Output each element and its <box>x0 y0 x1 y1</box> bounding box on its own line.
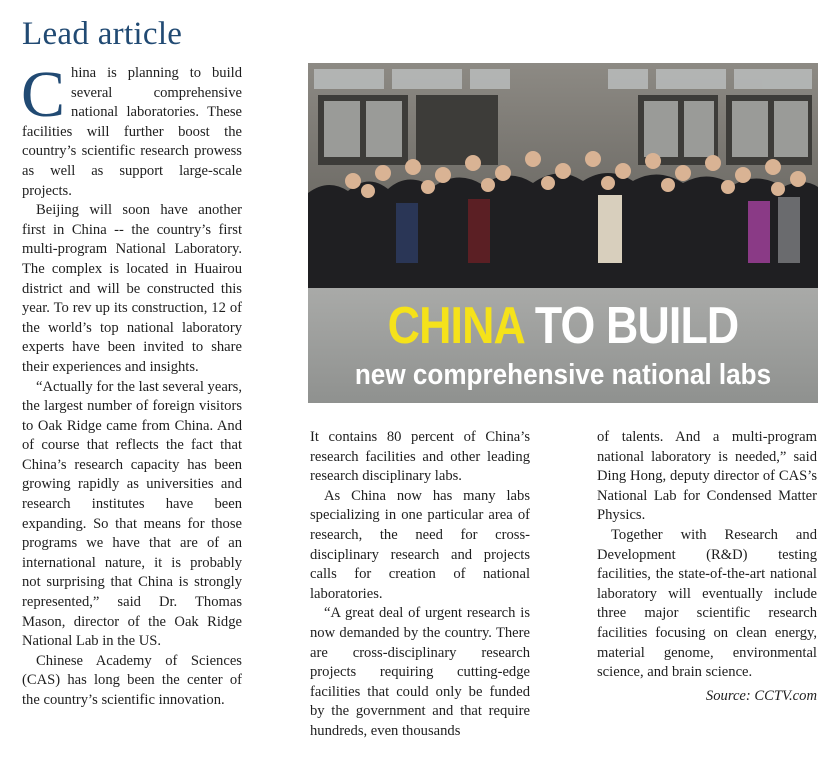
article-paragraph: It contains 80 percent of China’s research facilities and other leading research disciplinary labs. <box>310 429 530 485</box>
paragraph-text: hina is planning to build several comprehensive national laboratories. These facilities will further boost the country’s scientific research prowess as well as support large-scale projects. <box>22 65 242 199</box>
article-column-3 <box>597 428 817 706</box>
article-column-1 <box>21 58 242 711</box>
article-paragraph: As China now has many labs specializing in one particular area of research, the need for cross-disciplinary research and projects calls for creation of national laboratories. <box>310 487 530 602</box>
photo-headline <box>344 296 783 356</box>
article-column-2 <box>310 428 530 742</box>
photo-subheadline: new comprehensive national labs <box>354 359 772 391</box>
drop-cap: C <box>21 58 66 131</box>
article-paragraph: Chinese Academy of Sciences (CAS) has long been the center of the country’s scientific innovation. <box>22 652 242 708</box>
article-paragraph: “A great deal of urgent research is now demanded by the country. There are cross-disciplinary research projects requiring cutting-edge facilities that could only be funded by the government and that require hundreds, even thousands <box>310 605 530 739</box>
article-paragraph: Beijing will soon have another first in China -- the country’s first multi-program National Laboratory. The complex is located in Huairou district and will be constructed this year. To rev up its construction, 12 of the world’s top national laboratory experts have been invited to share their experiences and insights. <box>22 202 242 375</box>
article-paragraph: Together with Research and Development (R&D) testing facilities, the state-of-the-art national laboratory will eventually include three major scientific research facilities focusing on clean energy, material genome, environmental science, and brain science. <box>597 526 817 681</box>
headline-highlight: CHINA <box>387 297 524 355</box>
article-paragraph: “Actually for the last several years, the largest number of foreign visitors to Oak Ridge came from China. And of course that reflects the fact that China’s research capacity has been growing rapidly as universities and research institutes have been expanding. So that means for those programs we have that are of an international nature, it is probably not surprising that China is strongly represented,” said Dr. Thomas Mason, director of the Oak Ridge National Lab in the US. <box>22 378 242 650</box>
page-title: Lead article <box>22 16 183 52</box>
headline-banner <box>308 288 818 403</box>
article-paragraph: of talents. And a multi-program national laboratory is needed,” said Ding Hong, deputy director of CAS’s National Lab for Condensed Matter Physics. <box>597 429 817 524</box>
article-paragraph <box>21 58 242 201</box>
headline-rest: TO BUILD <box>523 297 739 355</box>
article-source: Source: CCTV.com <box>705 687 817 704</box>
group-photo <box>308 63 818 403</box>
